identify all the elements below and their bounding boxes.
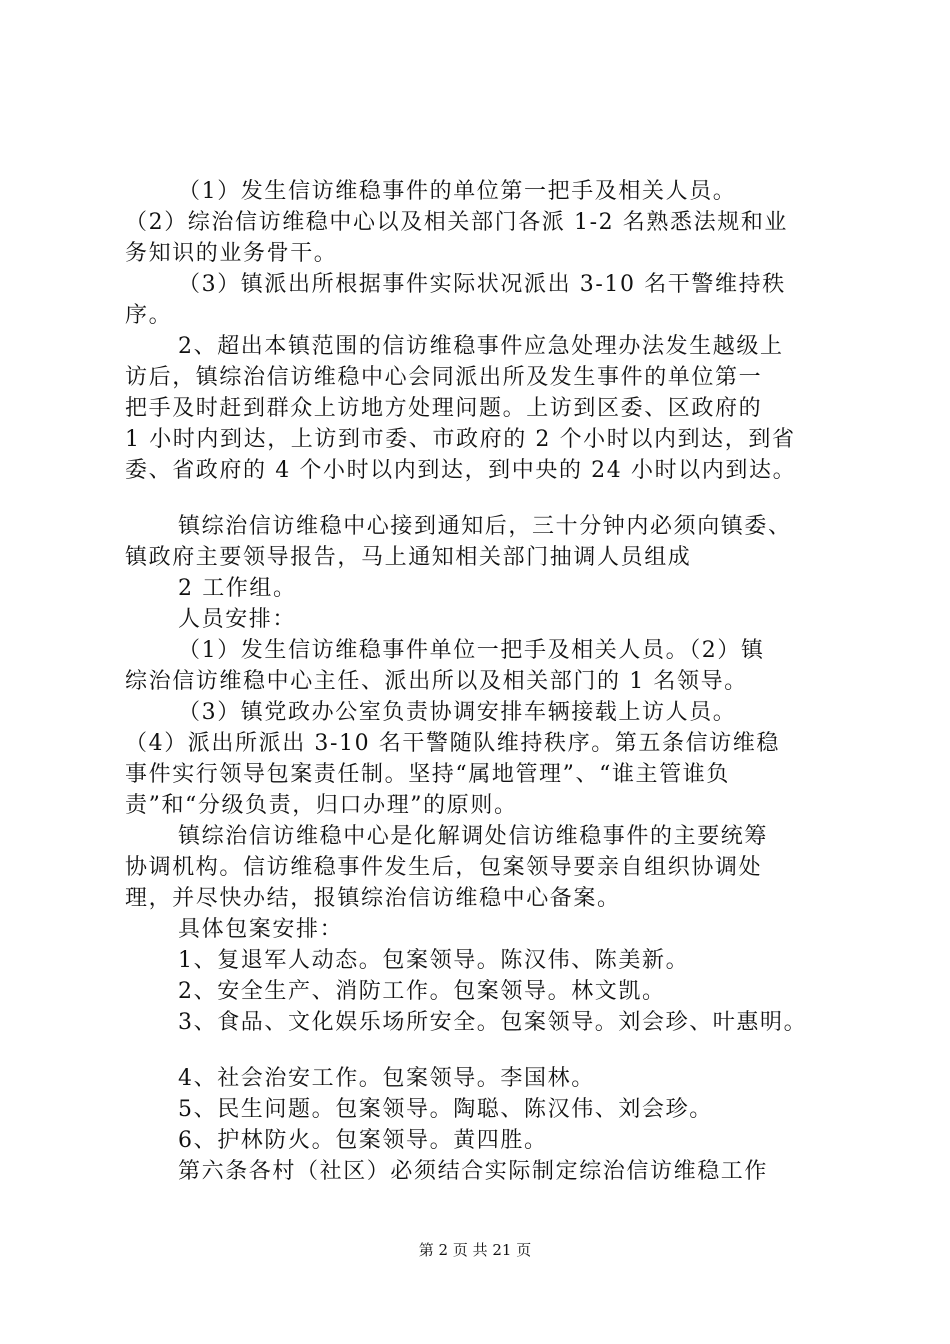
paragraph-line: （3）镇派出所根据事件实际状况派出 3-10 名干警维持秩 <box>178 272 786 297</box>
paragraph-line: （3）镇党政办公室负责协调安排车辆接载上访人员。 <box>178 700 737 725</box>
paragraph-line: 访后，镇综治信访维稳中心会同派出所及发生事件的单位第一 <box>125 365 763 390</box>
paragraph-line: 把手及时赶到群众上访地方处理问题。上访到区委、区政府的 <box>125 396 763 421</box>
paragraph-line: 镇政府主要领导报告，马上通知相关部门抽调人员组成 <box>125 545 692 570</box>
paragraph-line: 责”和“分级负责，归口办理”的原则。 <box>125 793 518 818</box>
paragraph-line: 序。 <box>125 303 173 328</box>
paragraph-line: 事件实行领导包案责任制。坚持“属地管理”、“谁主管谁负 <box>125 762 730 787</box>
paragraph-line: 镇综治信访维稳中心是化解调处信访维稳事件的主要统筹 <box>178 824 769 849</box>
list-item: 5、民生问题。包案领导。陶聪、陈汉伟、刘会珍。 <box>178 1097 713 1122</box>
paragraph-line: 1 小时内到达，上访到市委、市政府的 2 个小时以内到达，到省 <box>125 427 796 452</box>
list-item: 6、护林防火。包案领导。黄四胜。 <box>178 1128 548 1153</box>
paragraph-line: （1）发生信访维稳事件的单位第一把手及相关人员。 <box>178 179 737 204</box>
list-item: 4、社会治安工作。包案领导。李国林。 <box>178 1066 595 1091</box>
list-item: 3、食品、文化娱乐场所安全。包案领导。刘会珍、叶惠明。 <box>178 1010 808 1035</box>
page-number-footer: 第 2 页 共 21 页 <box>418 1241 532 1259</box>
paragraph-line: （2）综治信访维稳中心以及相关部门各派 1-2 名熟悉法规和业 <box>125 210 789 235</box>
paragraph-line: 理，并尽快办结，报镇综治信访维稳中心备案。 <box>125 886 621 911</box>
paragraph-line: 综治信访维稳中心主任、派出所以及相关部门的 1 名领导。 <box>125 669 748 694</box>
paragraph-line: 具体包案安排： <box>178 917 344 942</box>
paragraph-line: 务知识的业务骨干。 <box>125 241 338 266</box>
paragraph-line: 镇综治信访维稳中心接到通知后，三十分钟内必须向镇委、 <box>178 514 792 539</box>
list-item: 1、复退军人动态。包案领导。陈汉伟、陈美新。 <box>178 948 690 973</box>
paragraph-line: （4）派出所派出 3-10 名干警随队维持秩序。第五条信访维稳 <box>125 731 781 756</box>
list-item: 2、安全生产、消防工作。包案领导。林文凯。 <box>178 979 666 1004</box>
paragraph-line: （1）发生信访维稳事件单位一把手及相关人员。（2）镇 <box>178 638 765 663</box>
paragraph-line: 协调机构。信访维稳事件发生后，包案领导要亲自组织协调处 <box>125 855 763 880</box>
paragraph-line: 2、超出本镇范围的信访维稳事件应急处理办法发生越级上 <box>178 334 784 359</box>
paragraph-line: 第六条各村（社区）必须结合实际制定综治信访维稳工作 <box>178 1159 769 1184</box>
paragraph-line: 委、省政府的 4 个小时以内到达，到中央的 24 小时以内到达。 <box>125 458 797 483</box>
paragraph-line: 人员安排： <box>178 607 297 632</box>
paragraph-line: 2 工作组。 <box>178 576 297 601</box>
